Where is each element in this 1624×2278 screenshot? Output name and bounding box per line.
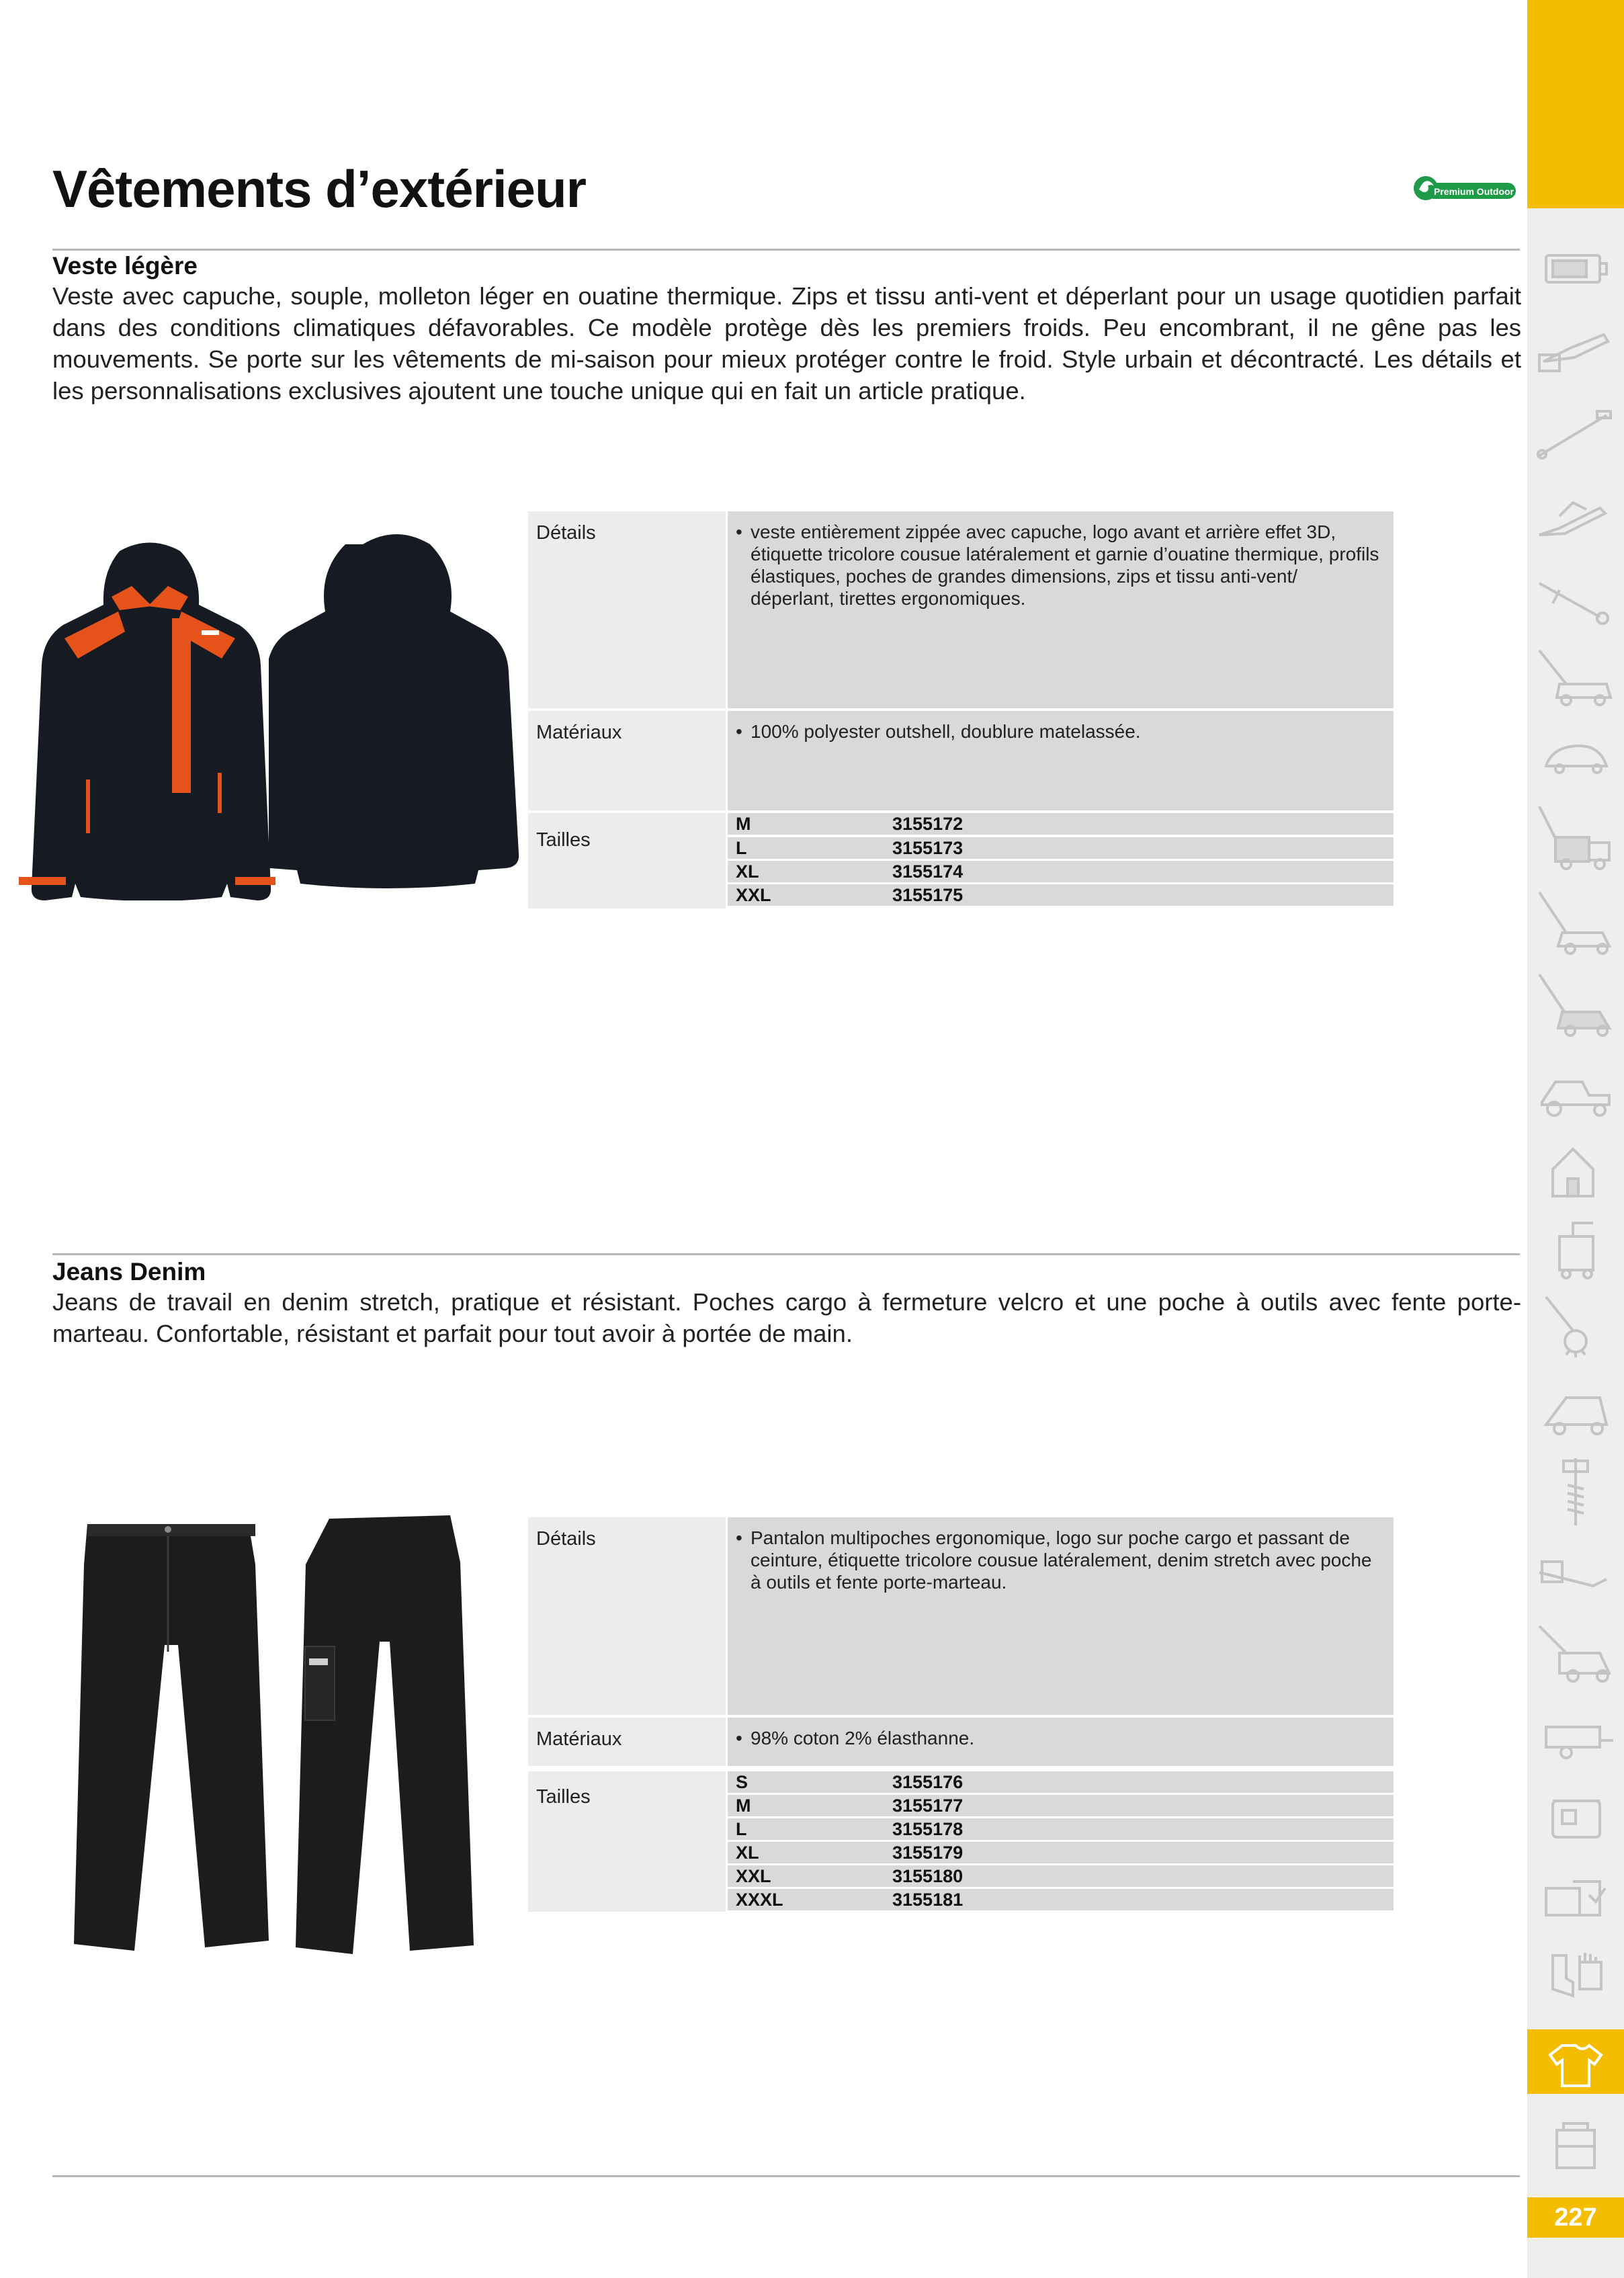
tiller-icon[interactable] <box>1533 1290 1619 1371</box>
section-title-jeans: Jeans Denim <box>52 1258 206 1285</box>
size-row <box>728 1865 1394 1887</box>
size-row <box>728 884 1394 906</box>
article-code: 3155175 <box>892 885 964 905</box>
sizes-row <box>528 1771 1394 1912</box>
premium-outdoor-logo <box>1411 173 1517 204</box>
auger-icon[interactable] <box>1533 1451 1619 1532</box>
materials-label: Matériaux <box>528 1718 726 1766</box>
details-row <box>528 1517 1394 1715</box>
size-value: XXL <box>736 885 771 905</box>
gloves-boots-icon[interactable] <box>1533 1935 1619 2016</box>
house-icon[interactable] <box>1533 1129 1619 1210</box>
article-code: 3155179 <box>892 1843 964 1863</box>
jeans-back-image <box>296 1512 477 1962</box>
article-code: 3155176 <box>892 1772 964 1792</box>
size-value: XL <box>736 1843 759 1863</box>
materials-text: 100% polyester outshell, doublure matelassée. <box>751 721 1141 742</box>
details-row <box>528 511 1394 708</box>
article-code: 3155180 <box>892 1866 964 1886</box>
materials-label: Matériaux <box>528 711 726 810</box>
sizes-label: Tailles <box>528 813 726 909</box>
trailer-icon[interactable] <box>1533 1693 1619 1774</box>
pole-pruner-icon[interactable] <box>1533 395 1619 476</box>
jeans-front-image <box>74 1517 275 1961</box>
article-code: 3155174 <box>892 861 964 882</box>
robot-mower-icon[interactable] <box>1533 712 1619 793</box>
jacket-front-image <box>19 538 281 900</box>
size-row <box>728 837 1394 859</box>
size-value: M <box>736 1796 751 1816</box>
page-number: 227 <box>1527 2197 1624 2238</box>
materials-row <box>528 711 1394 810</box>
article-code: 3155172 <box>892 814 964 834</box>
size-row <box>728 1818 1394 1840</box>
size-row <box>728 1795 1394 1816</box>
details-label: Détails <box>528 511 726 708</box>
details-text: Pantalon multipoches ergonomique, logo sur poche cargo et passant de ceinture, étiquette tricolore cousue latéralement, denim stretch avec poche à outils et fente porte-marteau. <box>751 1527 1372 1593</box>
size-value: M <box>736 814 751 834</box>
chainsaw-icon[interactable] <box>1533 314 1619 395</box>
size-row <box>728 813 1394 835</box>
riding-mower-icon[interactable] <box>1533 1048 1619 1129</box>
materials-value: • 98% coton 2% élasthanne. <box>728 1718 1394 1766</box>
size-value: L <box>736 1819 747 1839</box>
materials-row <box>528 1718 1394 1766</box>
details-value: • Pantalon multipoches ergonomique, logo sur poche cargo et passant de ceinture, étiquette tricolore cousue latéralement, denim stretch avec poche à outils et fente porte-marteau. <box>728 1517 1394 1715</box>
sidebar-accent <box>1527 0 1624 208</box>
section-description-jacket: Veste avec capuche, souple, molleton léger en ouatine thermique. Zips et tissu anti-vent et déperlant pour un usage quotidien parfait dans des conditions climatiques défavorables. Ce modèle protège dès les premiers froids. Peu encombrant, il ne gêne pas les mouvements. Se porte sur les vêtements de mi-saison pour mieux protéger contre le froid. Style urbain et décontracté. Les détails et les personnalisations exclusives ajoutent une touche unique qui en fait un article pratique. <box>52 282 1521 405</box>
size-row <box>728 861 1394 882</box>
size-row <box>728 1889 1394 1910</box>
logo-text: Premium Outdoor <box>1434 186 1514 197</box>
pressure-washer-icon[interactable] <box>1533 1210 1619 1290</box>
shredder-icon[interactable] <box>1533 1371 1619 1451</box>
article-code: 3155178 <box>892 1819 964 1839</box>
generator-icon[interactable] <box>1533 1774 1619 1855</box>
section-title-jacket: Veste légère <box>52 252 198 280</box>
size-value: S <box>736 1772 749 1792</box>
size-value: XXXL <box>736 1890 783 1910</box>
section-description-jeans: Jeans de travail en denim stretch, pratique et résistant. Poches cargo à fermeture velcro et une poche à outils avec fente porte-marteau. Confortable, résistant et parfait pour tout avoir à portée de main. <box>52 1288 1521 1347</box>
category-sidebar <box>1527 0 1624 2278</box>
details-label: Détails <box>528 1517 726 1715</box>
details-value: • veste entièrement zippée avec capuche, logo avant et arrière effet 3D, étiquette tricolore cousue latéralement et garnie d’ouatine thermique, profils élastiques, poches de grandes dimensions, zips et tissu anti-vent/ déperlant, tirettes ergonomiques. <box>728 511 1394 708</box>
article-code: 3155181 <box>892 1890 964 1910</box>
materials-value: • 100% polyester outshell, doublure matelassée. <box>728 711 1394 810</box>
footer-divider <box>52 2175 1520 2177</box>
details-text: veste entièrement zippée avec capuche, logo avant et arrière effet 3D, étiquette tricolore cousue latéralement et garnie d’ouatine thermique, profils élastiques, poches de grandes dimensions, zips et tissu anti-vent/ déperlant, tirettes ergonomiques. <box>751 521 1379 609</box>
accessories-icon[interactable] <box>1533 1855 1619 1935</box>
battery-icon[interactable] <box>1533 228 1619 309</box>
self-propelled-mower-icon[interactable] <box>1533 968 1619 1048</box>
size-value: L <box>736 838 747 858</box>
blower-icon[interactable] <box>1533 1532 1619 1613</box>
storage-icon[interactable] <box>1533 2103 1619 2184</box>
article-code: 3155177 <box>892 1796 964 1816</box>
size-row <box>728 1771 1394 1793</box>
mower-bag-icon[interactable] <box>1533 800 1619 880</box>
section-divider <box>52 1253 1520 1255</box>
brushcutter-icon[interactable] <box>1533 556 1619 637</box>
clothing-icon[interactable] <box>1533 2023 1619 2103</box>
materials-text: 98% coton 2% élasthanne. <box>751 1728 975 1748</box>
header-divider <box>52 249 1520 251</box>
article-code: 3155173 <box>892 838 964 858</box>
lawn-mower-icon[interactable] <box>1533 637 1619 718</box>
hedge-trimmer-icon[interactable] <box>1533 476 1619 556</box>
jacket-back-image <box>269 531 524 894</box>
sizes-label: Tailles <box>528 1771 726 1912</box>
size-value: XL <box>736 861 759 882</box>
size-row <box>728 1842 1394 1863</box>
sizes-row <box>528 813 1394 909</box>
size-value: XXL <box>736 1866 771 1886</box>
sweeper-icon[interactable] <box>1533 1613 1619 1693</box>
push-mower-icon[interactable] <box>1533 886 1619 966</box>
page-title: Vêtements d’extérieur <box>52 159 587 218</box>
